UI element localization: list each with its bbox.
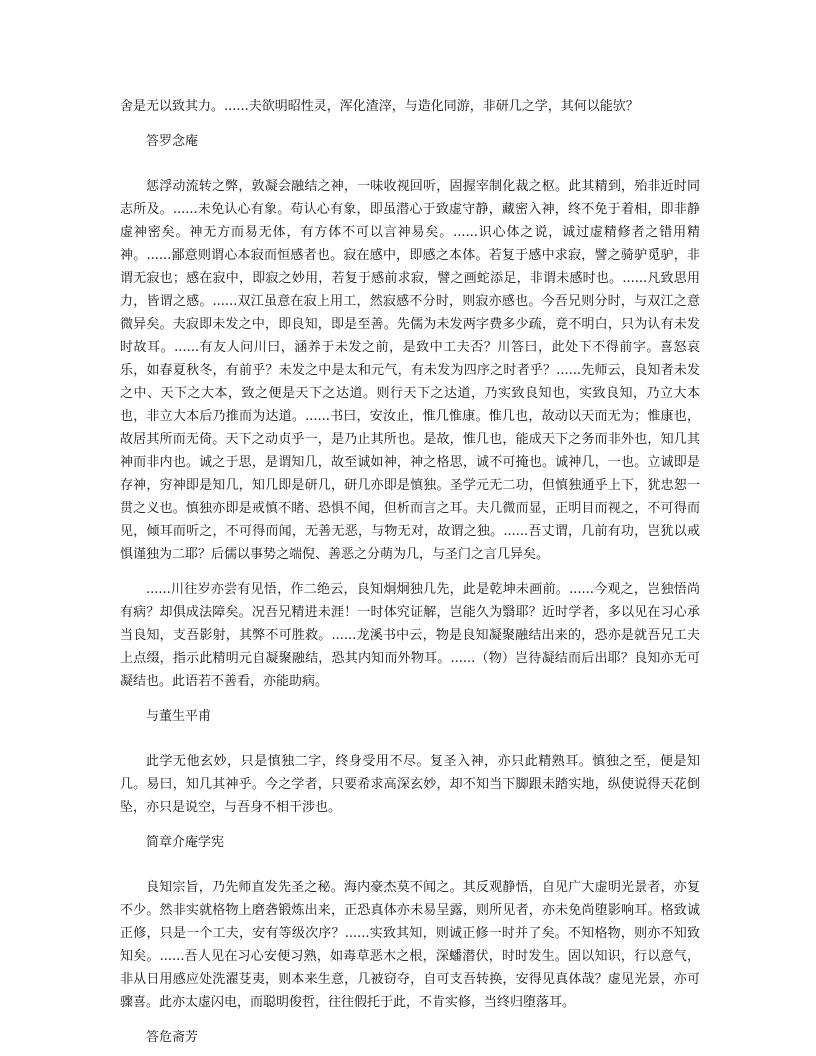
section-heading-luo-nianan: 答罗念庵 [146,134,199,149]
section-1-paragraph-2: ......川往岁亦尝有见悟，作二绝云，良知炯炯独几先，此是乾坤未画前。......今观之，岂独悟尚有病？却俱成法障矣。况吾兄精进未涯！一时体究证解，岂能久为翳耶？近时学者，多以见在习心承当良知，支吾影射，其弊不可胜救。......龙溪书中云，物是良知凝聚融结出来的，恐亦是就吾兄工夫上点缀，指示此精明元自凝聚融结，恐其内知而外物耳。......（物）岂待凝结而后出耶？良知亦无可凝结也。此语若不善看，亦能助病。 [120,582,700,689]
intro-tail-paragraph: 舍是无以致其力。......夫欲明昭性灵，浑化渣滓，与造化同游，非研几之学，其何以能欤？ [120,99,639,114]
section-heading-dong-pingfu: 与董生平甫 [146,709,212,724]
section-2-paragraph-1: 此学无他玄妙，只是慎独二字，终身受用不尽。复圣入神，亦只此精熟耳。慎独之至，便是知几。易曰，知几其神乎。今之学者，只要希求高深玄妙，却不知当下脚跟未踏实地，纵使说得天花倒坠，亦只是说空，与吾身不相干涉也。 [120,754,700,815]
section-heading-zhang-jiean: 简章介庵学宪 [146,835,225,850]
section-1-paragraph-1: 惩浮动流转之弊，敦凝会融结之神，一味收视回听，固握宰制化裁之枢。此其精到，殆非近时同志所及。......未免认心有象。苟认心有象，即虽潜心于致虚守静，藏密入神，终不免于着相，即非静虚神密矣。神无方而易无体，有方体不可以言神易矣。......识心体之说，诚过虚精修者之错用精神。......鄙意则谓心本寂而恒感者也。寂在感中，即感之本体。若复于感中求寂，譬之骑驴觅驴，非谓无寂也；感在寂中，即寂之妙用，若复于感前求寂，譬之画蛇添足，非谓未感时也。......凡致思用力，皆谓之感。......双江虽意在寂上用工，然寂感不分时，则寂亦感也。今吾兄则分时，与双江之意微异矣。夫寂即未发之中，即良知，即是至善。先儒为未发两字费多少疏，竟不明白，只为认有未发时故耳。......有友人问川曰，涵养于未发之前，是致中工夫否？川答曰，此处下不得前字。喜怒哀乐，如春夏秋冬，有前乎？未发之中是太和元气，有未发为四序之时者乎？......先师云，良知者未发之中、天下之大本，致之便是天下之达道。则行天下之达道，乃实致良知也，实致良知，乃立大本也，非立大本后乃推而为达道。......书曰，安汝止，惟几惟康。惟几也，故动以天而无为；惟康也，故居其所而无倚。天下之动贞乎一，是乃止其所也。是故，惟几也，能成天下之务而非外也，知几其神而非内也。诚之于思，是谓知几，故至诚如神，神之格思，诚不可掩也。诚神几，一也。立诚即是存神，穷神即是知几，知几即是研几，研几亦即是慎独。圣学元无二功，但慎独通乎上下，犹忠恕一贯之义也。慎独亦即是戒慎不睹、恐惧不闻，但析而言之耳。夫几微而显，正明目而视之，不可得而见，倾耳而听之，不可得而闻，无善无恶，与物无对，故谓之独。......吾丈谓，几前有功，岂犹以戒惧谨独为二耶？后儒以事势之端倪、善恶之分萌为几，与圣门之言几异矣。 [120,179,700,562]
section-3-paragraph-1: 良知宗旨，乃先师直发先圣之秘。海内豪杰莫不闻之。其反观静悟，自见广大虚明光景者，亦复不少。然非实就格物上磨砻锻炼出来，正恐真体亦未易呈露，则所见者，亦未免尚堕影响耳。格致诚正修，只是一个工夫，安有等级次序？......实致其知，则诚正修一时并了矣。不知格物，则亦不知致知矣。......吾人见在习心安便习熟，如毒草恶木之根，深蟠潜伏，时时发生。固以知识，行以意气，非从日用感应处洗濯芟夷，则本来生意，几被窃夺，自可支吾转换，安得见真体哉？虚见光景，亦可骤喜。此亦太虚闪电，而聪明俊哲，往往假托于此，不肯实修，当终归堕落耳。 [120,880,700,1010]
section-heading-wei-zhaifang: 答危斋芳 [146,1030,199,1045]
document-body [120,95,700,1049]
